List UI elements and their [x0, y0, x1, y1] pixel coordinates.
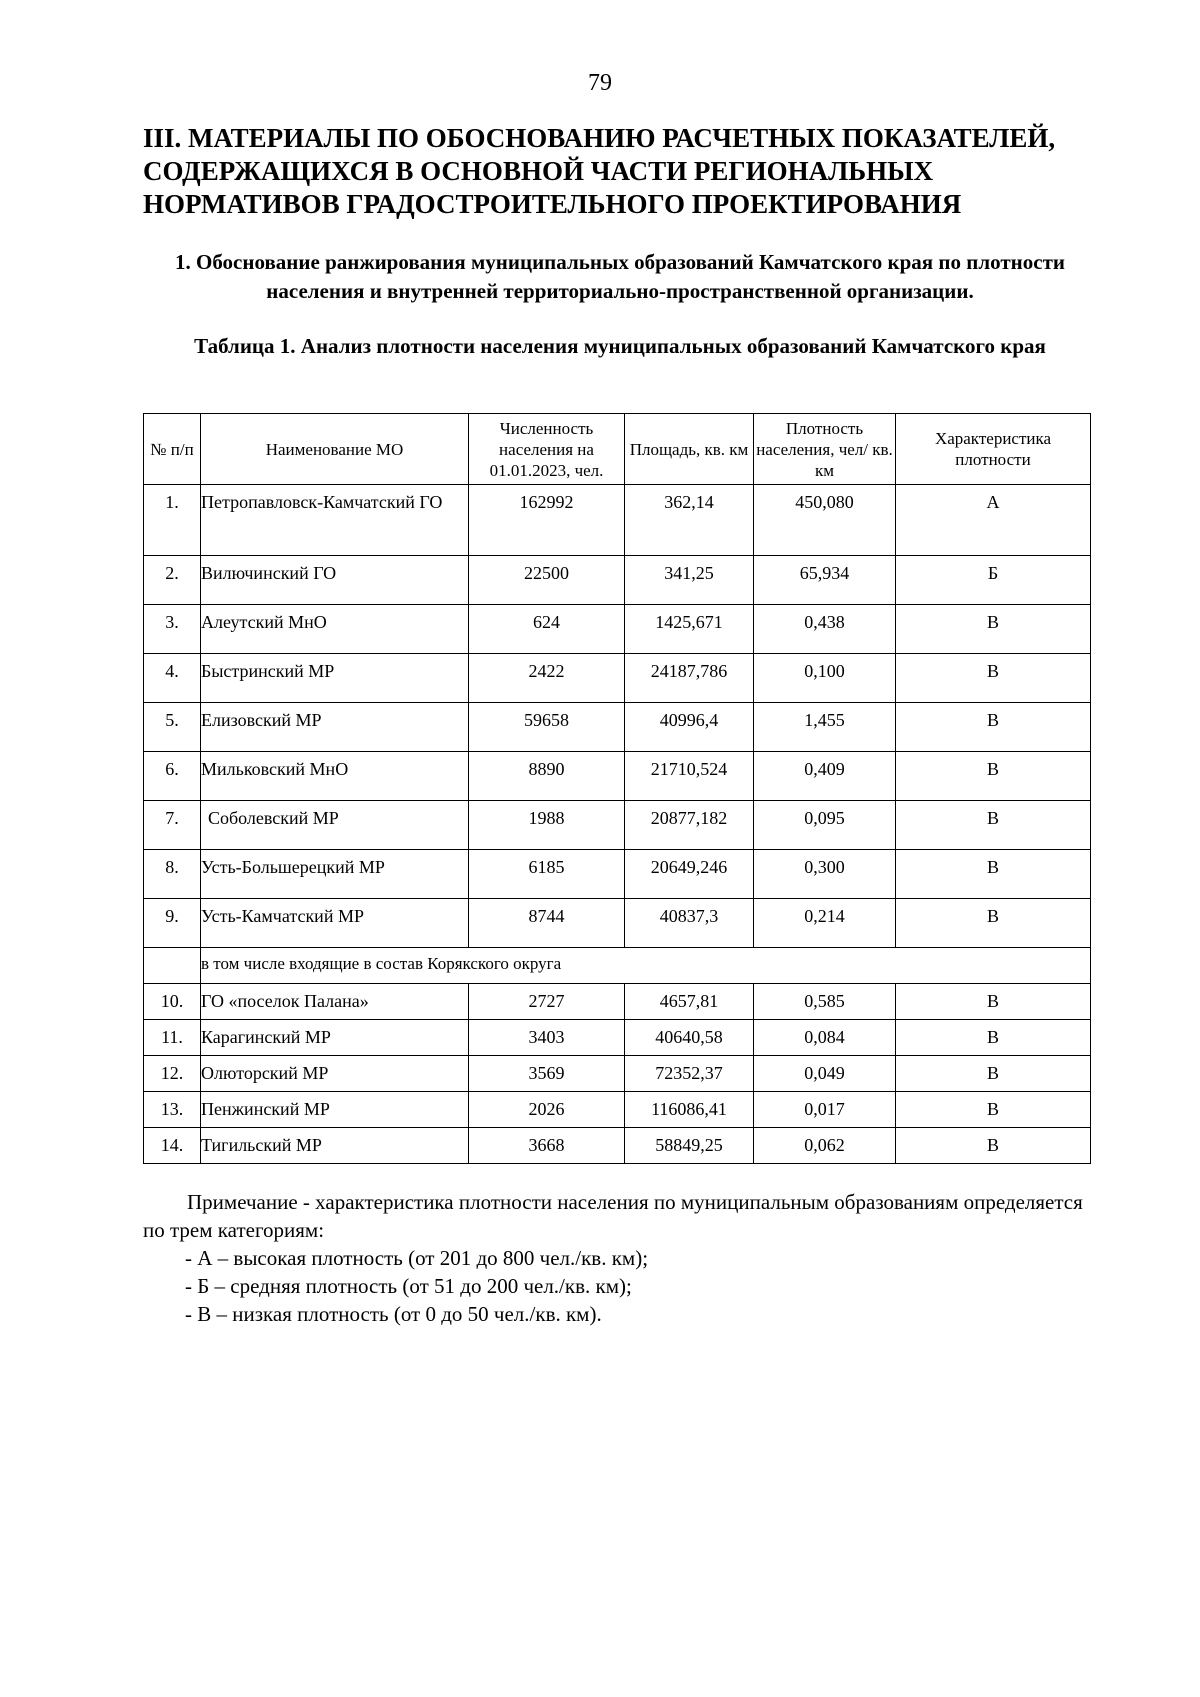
header-area: Площадь, кв. км	[625, 414, 754, 485]
cell-density: 0,438	[754, 605, 896, 654]
cell-num-empty	[144, 948, 201, 984]
cell-name: Петропавловск-Камчатский ГО	[201, 485, 469, 556]
table-row	[144, 703, 1091, 752]
cell-characteristic: В	[896, 605, 1091, 654]
cell-area: 20877,182	[625, 801, 754, 850]
cell-characteristic: Б	[896, 556, 1091, 605]
cell-population: 162992	[469, 485, 625, 556]
cell-density: 0,017	[754, 1092, 896, 1128]
cell-num: 14.	[144, 1128, 201, 1164]
cell-name: Олюторский МР	[201, 1056, 469, 1092]
cell-area: 40996,4	[625, 703, 754, 752]
note-block	[143, 1188, 1093, 1328]
table-row	[144, 752, 1091, 801]
cell-population: 2026	[469, 1092, 625, 1128]
table-row	[144, 850, 1091, 899]
cell-population: 624	[469, 605, 625, 654]
cell-name: Пенжинский МР	[201, 1092, 469, 1128]
header-population: Численность населения на 01.01.2023, чел.	[469, 414, 625, 485]
cell-density: 0,084	[754, 1020, 896, 1056]
density-table	[143, 413, 1091, 1164]
cell-num: 8.	[144, 850, 201, 899]
page-number: 79	[588, 70, 612, 96]
table-caption: Таблица 1. Анализ плотности населения муниципальных образований Камчатского края	[194, 334, 1046, 358]
cell-num: 13.	[144, 1092, 201, 1128]
cell-num: 11.	[144, 1020, 201, 1056]
header-density: Плотность населения, чел/ кв. км	[754, 414, 896, 485]
subgroup-label: в том числе входящие в состав Корякского округа	[201, 948, 1091, 984]
cell-num: 6.	[144, 752, 201, 801]
cell-density: 0,300	[754, 850, 896, 899]
cell-characteristic: В	[896, 1056, 1091, 1092]
table-row	[144, 984, 1091, 1020]
cell-name: Карагинский МР	[201, 1020, 469, 1056]
cell-characteristic: А	[896, 485, 1091, 556]
cell-population: 8744	[469, 899, 625, 948]
cell-population: 2422	[469, 654, 625, 703]
cell-characteristic: В	[896, 703, 1091, 752]
cell-name: Быстринский МР	[201, 654, 469, 703]
cell-density: 0,214	[754, 899, 896, 948]
cell-characteristic: В	[896, 850, 1091, 899]
cell-area: 362,14	[625, 485, 754, 556]
cell-characteristic: В	[896, 1020, 1091, 1056]
table-row	[144, 485, 1091, 556]
cell-name: Алеутский МнО	[201, 605, 469, 654]
cell-characteristic: В	[896, 899, 1091, 948]
cell-num: 12.	[144, 1056, 201, 1092]
cell-characteristic: В	[896, 1092, 1091, 1128]
cell-name: Соболевский МР	[201, 801, 469, 850]
note-intro: Примечание - характеристика плотности населения по муниципальным образованиям определяется по трем категориям:	[143, 1190, 1083, 1242]
cell-area: 1425,671	[625, 605, 754, 654]
header-num: № п/п	[144, 414, 201, 485]
cell-num: 9.	[144, 899, 201, 948]
cell-population: 3668	[469, 1128, 625, 1164]
cell-density: 0,409	[754, 752, 896, 801]
cell-area: 58849,25	[625, 1128, 754, 1164]
cell-num: 5.	[144, 703, 201, 752]
table-row	[144, 1056, 1091, 1092]
cell-characteristic: В	[896, 801, 1091, 850]
table-row	[144, 654, 1091, 703]
cell-population: 22500	[469, 556, 625, 605]
table-header-row	[144, 414, 1091, 485]
cell-population: 3569	[469, 1056, 625, 1092]
cell-num: 4.	[144, 654, 201, 703]
header-name: Наименование МО	[201, 414, 469, 485]
cell-density: 0,095	[754, 801, 896, 850]
cell-area: 4657,81	[625, 984, 754, 1020]
note-item-high: - А – высокая плотность (от 201 до 800 чел./кв. км);	[185, 1246, 649, 1270]
cell-name: Тигильский МР	[201, 1128, 469, 1164]
cell-population: 8890	[469, 752, 625, 801]
cell-num: 3.	[144, 605, 201, 654]
cell-characteristic: В	[896, 984, 1091, 1020]
cell-area: 72352,37	[625, 1056, 754, 1092]
cell-name: ГО «поселок Палана»	[201, 984, 469, 1020]
cell-density: 0,100	[754, 654, 896, 703]
cell-area: 21710,524	[625, 752, 754, 801]
cell-population: 59658	[469, 703, 625, 752]
table-row	[144, 1128, 1091, 1164]
subgroup-row	[144, 948, 1091, 984]
table-row	[144, 605, 1091, 654]
section-heading: III. МАТЕРИАЛЫ ПО ОБОСНОВАНИЮ РАСЧЕТНЫХ ПОКАЗАТЕЛЕЙ, СОДЕРЖАЩИХСЯ В ОСНОВНОЙ ЧАСТИ РЕГИОНАЛЬНЫХ НОРМАТИВОВ ГРАДОСТРОИТЕЛЬНОГО ПРОЕКТИРОВАНИЯ	[143, 123, 1056, 219]
cell-population: 3403	[469, 1020, 625, 1056]
cell-num: 10.	[144, 984, 201, 1020]
cell-name: Вилючинский ГО	[201, 556, 469, 605]
table-row	[144, 899, 1091, 948]
cell-num: 7.	[144, 801, 201, 850]
cell-characteristic: В	[896, 752, 1091, 801]
table-row	[144, 1092, 1091, 1128]
cell-name: Мильковский МнО	[201, 752, 469, 801]
cell-area: 40640,58	[625, 1020, 754, 1056]
cell-population: 6185	[469, 850, 625, 899]
cell-num: 1.	[144, 485, 201, 556]
cell-density: 450,080	[754, 485, 896, 556]
cell-name: Усть-Большерецкий МР	[201, 850, 469, 899]
note-item-low: - В – низкая плотность (от 0 до 50 чел./кв. км).	[185, 1302, 602, 1326]
cell-population: 1988	[469, 801, 625, 850]
cell-name: Усть-Камчатский МР	[201, 899, 469, 948]
cell-area: 40837,3	[625, 899, 754, 948]
cell-area: 341,25	[625, 556, 754, 605]
table-row	[144, 556, 1091, 605]
table-row	[144, 1020, 1091, 1056]
cell-density: 0,049	[754, 1056, 896, 1092]
cell-density: 0,062	[754, 1128, 896, 1164]
cell-density: 1,455	[754, 703, 896, 752]
note-item-medium: - Б – средняя плотность (от 51 до 200 чел./кв. км);	[185, 1274, 632, 1298]
cell-density: 65,934	[754, 556, 896, 605]
cell-num: 2.	[144, 556, 201, 605]
table-row	[144, 801, 1091, 850]
cell-area: 24187,786	[625, 654, 754, 703]
cell-name: Елизовский МР	[201, 703, 469, 752]
cell-characteristic: В	[896, 1128, 1091, 1164]
cell-characteristic: В	[896, 654, 1091, 703]
header-characteristic: Характеристика плотности	[896, 414, 1091, 485]
cell-density: 0,585	[754, 984, 896, 1020]
cell-population: 2727	[469, 984, 625, 1020]
cell-area: 116086,41	[625, 1092, 754, 1128]
subsection-heading: 1. Обоснование ранжирования муниципальных образований Камчатского края по плотности населения и внутренней территориально-пространственной организации.	[175, 250, 1065, 303]
cell-area: 20649,246	[625, 850, 754, 899]
